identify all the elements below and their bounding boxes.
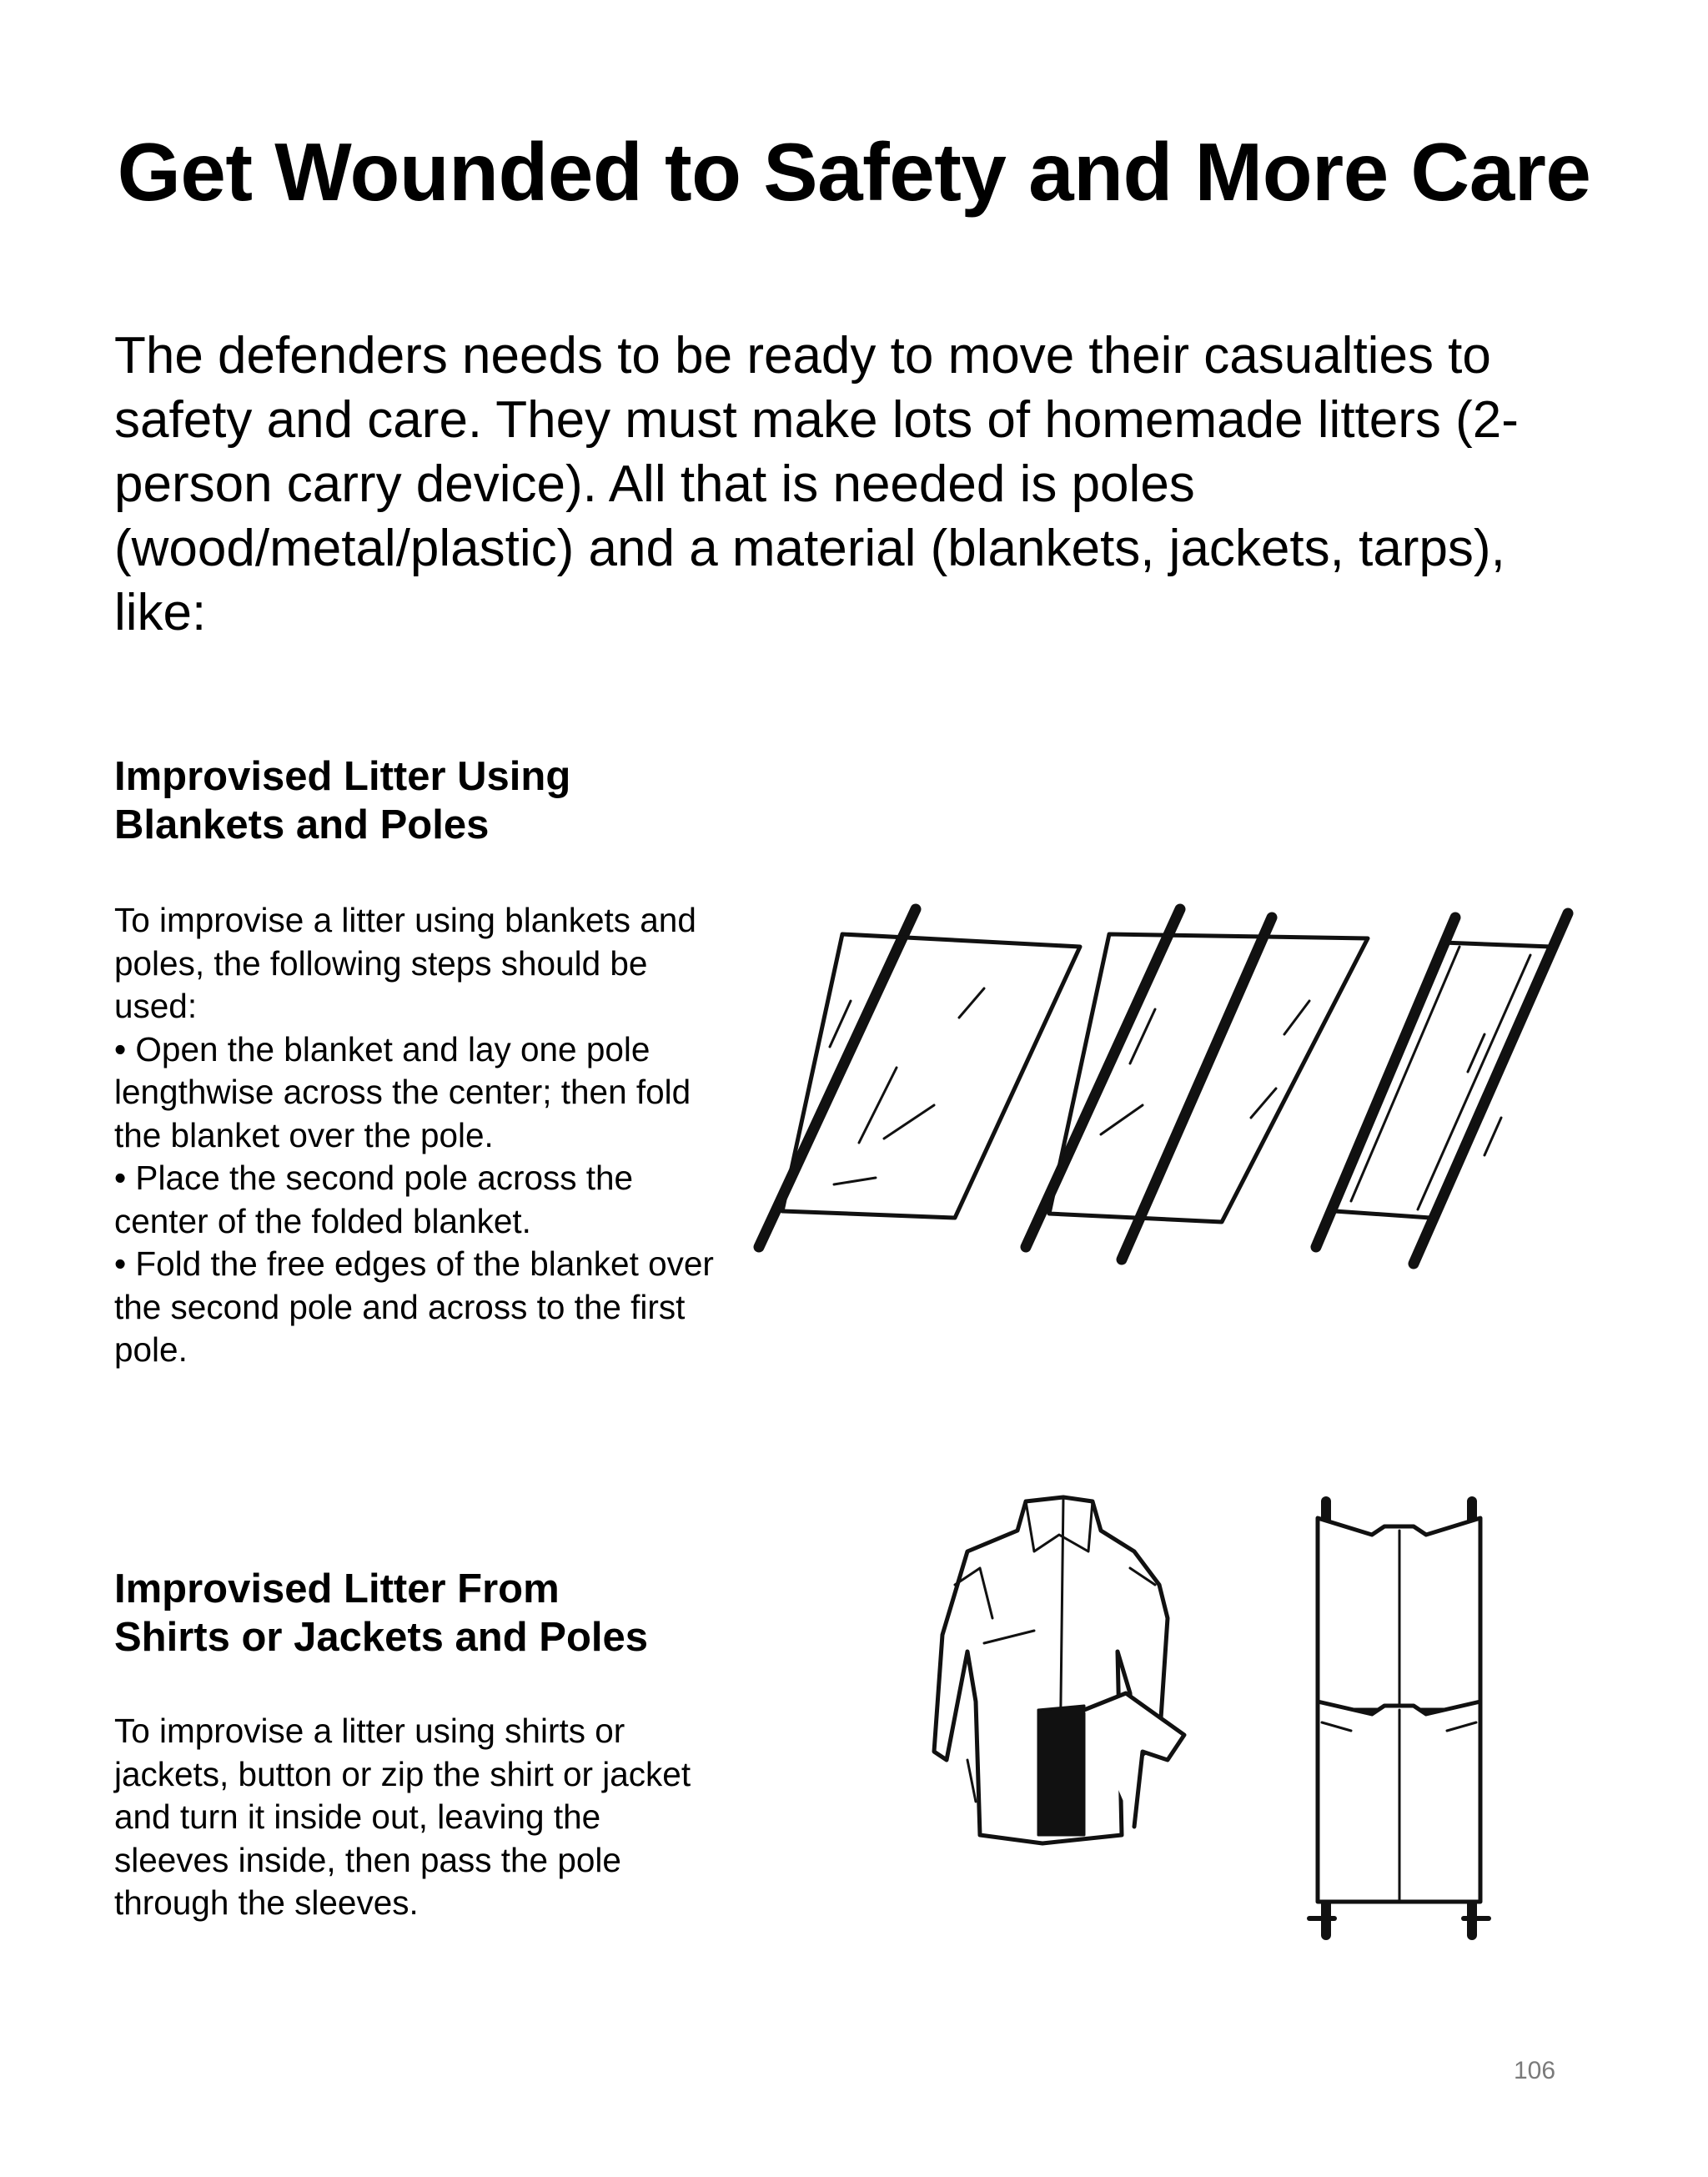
section-heading-line: Shirts or Jackets and Poles: [114, 1615, 648, 1660]
section-heading-blanket-litter: [114, 752, 748, 849]
section-heading-line: Improvised Litter Using: [114, 754, 571, 799]
section-body-text: To improvise a litter using shirts or jackets, button or zip the shirt or jacket and turn it inside out, leaving the sleeves inside, then pass the pole through the sleeves.: [114, 1712, 691, 1922]
section-body-jacket-litter: [114, 1710, 715, 1925]
step-item: • Place the second pole across the center of the folded blanket.: [114, 1159, 634, 1240]
step-item: • Fold the free edges of the blanket over the second pole and across to the first pole.: [114, 1244, 714, 1369]
blanket-litter-illustration: [751, 867, 1618, 1318]
page-number: 106: [1513, 2057, 1556, 2084]
section-body-blanket-litter: [114, 899, 715, 1372]
step-item: • Open the blanket and lay one pole lengthwise across the center; then fold the blanket over the pole.: [114, 1029, 691, 1154]
page-title: Get Wounded to Safety and More Care: [117, 126, 1591, 218]
blanket-step2-drawing: [1026, 909, 1368, 1259]
blanket-step1-drawing: [759, 909, 1080, 1247]
section-heading-line: Blankets and Poles: [114, 802, 490, 847]
jacket-litter-drawing: [1309, 1501, 1489, 1935]
section-heading-line: Improvised Litter From: [114, 1566, 560, 1611]
section-intro-text: To improvise a litter using blankets and poles, the following steps should be used:: [114, 901, 696, 1025]
intro-paragraph: The defenders needs to be ready to move their casualties to safety and care. They must make lots of homemade litters (2-person carry device). All that is needed is poles (wood/metal/plastic) and a material (blankets, jackets, tarps), like:: [114, 327, 1519, 641]
jacket-drawing: [934, 1497, 1184, 1843]
jacket-litter-illustration: [917, 1485, 1535, 1952]
section-heading-jacket-litter: [114, 1565, 748, 1662]
